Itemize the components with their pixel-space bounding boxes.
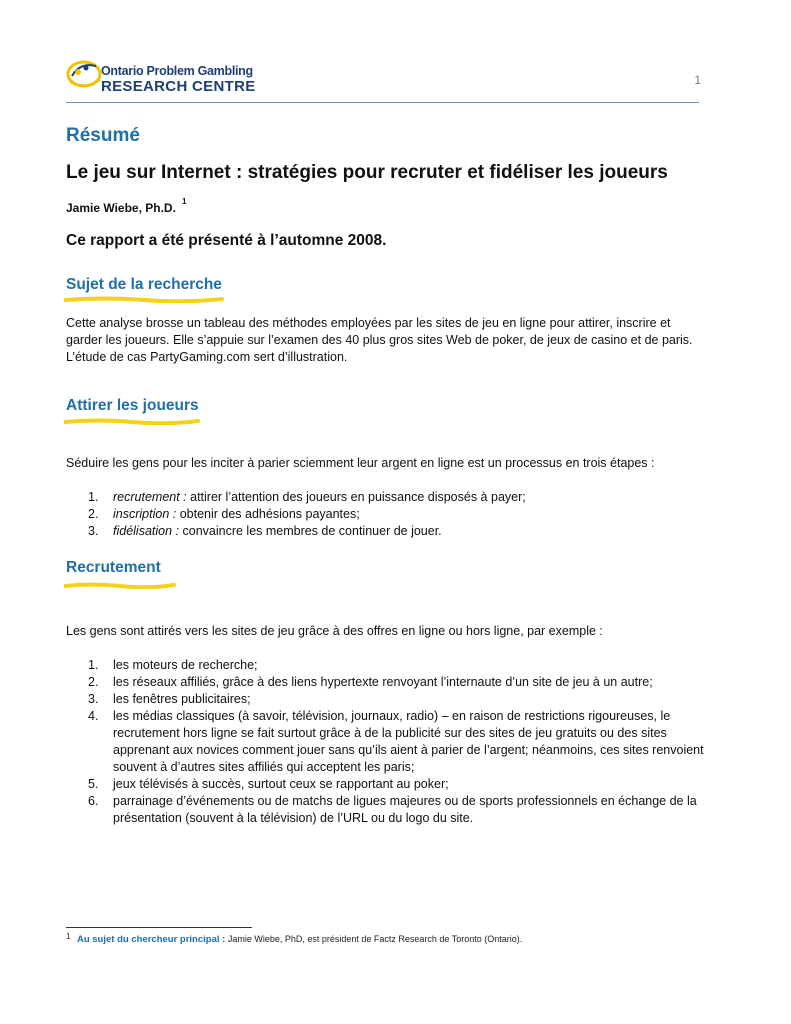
sujet-line: Cette analyse brosse un tableau des méthodes employées par les sites de jeu en ligne pour attirer, inscrire et <box>66 316 671 330</box>
list-item <box>66 793 726 827</box>
document-title: Le jeu sur Internet : stratégies pour recruter et fidéliser les joueurs <box>66 162 668 183</box>
footnote-divider <box>66 927 252 928</box>
list-term: fidélisation : <box>113 524 180 538</box>
section-heading-attirer: Attirer les joueurs <box>66 397 199 414</box>
logo-line2: RESEARCH CENTRE <box>101 78 256 95</box>
list-term: recrutement : <box>113 490 187 504</box>
footnote <box>66 934 522 945</box>
list-item <box>66 657 726 674</box>
author-line <box>66 197 187 215</box>
list-text: les fenêtres publicitaires; <box>113 692 251 706</box>
list-text: convaincre les membres de continuer de jouer. <box>179 524 442 538</box>
section-heading-sujet: Sujet de la recherche <box>66 276 222 293</box>
section-heading-recrutement: Recrutement <box>66 559 161 576</box>
list-number: 2. <box>88 675 99 689</box>
highlight-underline <box>64 582 176 589</box>
list-item <box>66 674 726 691</box>
footnote-number: 1 <box>66 932 71 941</box>
highlight-underline <box>64 418 200 425</box>
list-item <box>66 776 726 793</box>
sujet-line: L’étude de cas PartyGaming.com sert d’illustration. <box>66 350 348 364</box>
list-number: 6. <box>88 794 99 808</box>
highlight-underline <box>64 296 224 303</box>
opgrc-logo <box>66 54 256 98</box>
list-text: les moteurs de recherche; <box>113 658 258 672</box>
recrutement-list <box>66 657 726 827</box>
list-item <box>66 708 726 776</box>
list-number: 3. <box>88 692 99 706</box>
logo-line1: Ontario Problem Gambling <box>101 64 253 78</box>
sujet-paragraph <box>66 315 726 366</box>
list-term: inscription : <box>113 507 177 521</box>
list-text: attirer l’attention des joueurs en puissance disposés à payer; <box>186 490 526 504</box>
list-text: les réseaux affiliés, grâce à des liens hypertexte renvoyant l’internaute d’un site de jeu à un autre; <box>113 675 653 689</box>
resume-heading: Résumé <box>66 125 140 146</box>
footnote-text: Jamie Wiebe, PhD, est président de Factz Research de Toronto (Ontario). <box>225 934 523 944</box>
list-item <box>66 523 726 540</box>
attirer-intro: Séduire les gens pour les inciter à parier sciemment leur argent en ligne est un processus en trois étapes : <box>66 456 655 470</box>
header-divider <box>66 102 699 103</box>
list-number: 5. <box>88 777 99 791</box>
list-text: jeux télévisés à succès, surtout ceux se rapportant au poker; <box>113 777 449 791</box>
sujet-line: garder les joueurs. Elle s’appuie sur l’examen des 40 plus gros sites Web de poker, de jeux de casino et de paris. <box>66 333 693 347</box>
list-item <box>66 691 726 708</box>
list-number: 1. <box>88 490 99 504</box>
list-item <box>66 489 726 506</box>
page-number: 1 <box>694 73 701 87</box>
list-number: 1. <box>88 658 99 672</box>
logo-emblem-icon <box>66 54 106 94</box>
footnote-label: Au sujet du chercheur principal : <box>76 934 226 945</box>
list-number: 2. <box>88 507 99 521</box>
recrutement-intro: Les gens sont attirés vers les sites de jeu grâce à des offres en ligne ou hors ligne, par exemple : <box>66 624 603 638</box>
list-item <box>66 506 726 523</box>
footnote-ref[interactable]: 1 <box>181 197 187 206</box>
list-number: 3. <box>88 524 99 538</box>
list-text: les médias classiques (à savoir, télévision, journaux, radio) – en raison de restrictions rigoureuses, le recrutement hors ligne se fait surtout grâce à de la publicité sur des sites de jeu gratuits ou des sites apprenant aux novices comment jouer sans qu’ils aient à parier de l’argent; néanmoins, ces sites renvoient souvent à d’autres sites affiliés qui acceptent les paris; <box>113 709 704 774</box>
list-number: 4. <box>88 709 99 723</box>
list-text: obtenir des adhésions payantes; <box>176 507 360 521</box>
list-text: parrainage d’événements ou de matchs de ligues majeures ou de sports professionnels en échange de la présentation (souvent à la télévision) de l’URL ou du logo du site. <box>113 794 697 825</box>
presented-date: Ce rapport a été présenté à l’automne 2008. <box>66 232 387 249</box>
author-name: Jamie Wiebe, Ph.D. <box>66 201 176 215</box>
attirer-steps-list <box>66 489 726 540</box>
